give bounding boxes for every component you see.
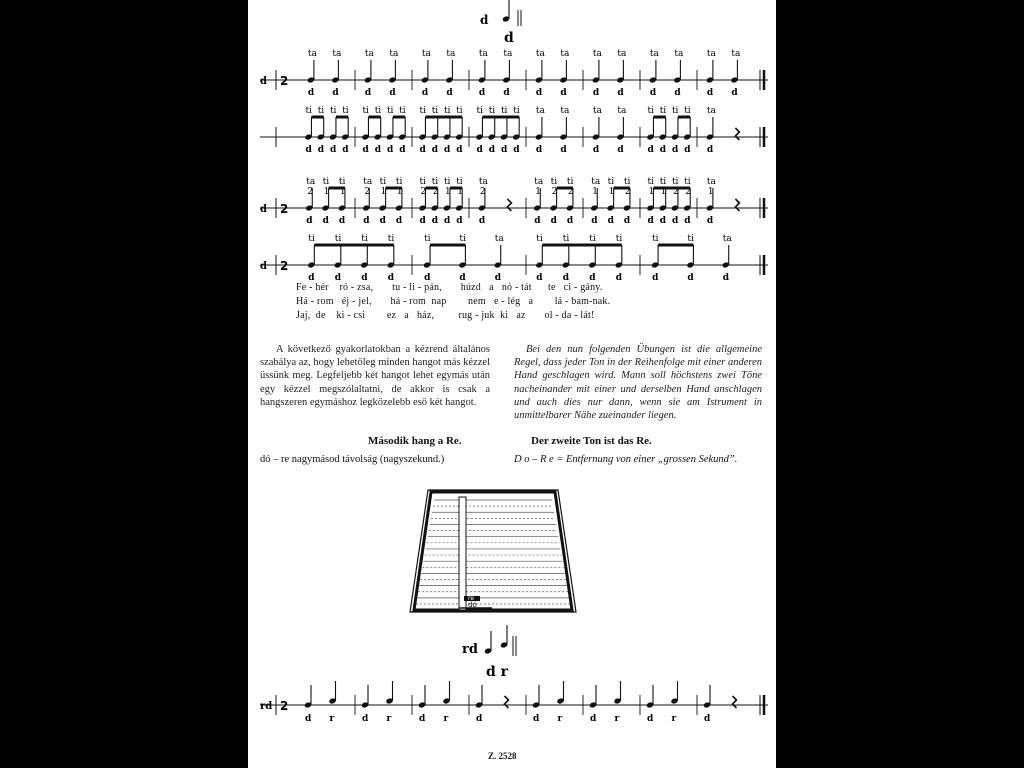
note-1-6-3-solfa: d [684, 145, 691, 155]
note-3-3-2-solfa: d [722, 273, 730, 283]
note-1-6-2-solfa: d [671, 145, 679, 155]
note-2-7-0-solfa: d [706, 216, 714, 226]
note5-1-0-solfa: d [362, 714, 369, 724]
note-0-3-0-rhythm: ta [478, 49, 488, 59]
note-2-2-2-rhythm: ti [443, 177, 451, 187]
note-0-7-1-rhythm: ta [731, 49, 741, 59]
note-3-3-1-solfa: d [687, 273, 694, 283]
note-0-7-1-solfa: d [731, 88, 738, 98]
note-2-6-3-rhythm: ti [684, 177, 691, 187]
note-2-1-2-finger: 1 [396, 187, 403, 197]
note-2-6-2-solfa: d [671, 216, 679, 226]
note-1-3-3-rhythm: ti [513, 106, 520, 116]
note-2-4-0-rhythm: ta [534, 177, 544, 187]
note5-6-0-solfa: d [647, 714, 654, 724]
note-0-0-0-rhythm: ta [307, 49, 317, 59]
note-1-6-0-rhythm: ti [647, 106, 654, 116]
note-2-5-0-solfa: d [591, 216, 598, 226]
note-3-3-0-solfa: d [652, 273, 659, 283]
re-label-dr: d r [486, 664, 509, 680]
instrument-body [410, 490, 576, 612]
note-3-0-1-solfa: d [334, 273, 342, 283]
note-2-2-3-finger: 1 [457, 187, 463, 197]
note-1-2-0-solfa: d [419, 145, 426, 155]
note-2-4-2-solfa: d [566, 216, 574, 226]
plate-number: Z. 2528 [488, 751, 517, 761]
re-label: re [468, 595, 475, 602]
note-0-6-0-solfa: d [649, 88, 657, 98]
note-0-2-0-rhythm: ta [421, 49, 431, 59]
score-page [248, 0, 776, 768]
note-2-6-3-finger: 2 [685, 187, 691, 197]
note-2-0-1-rhythm: ti [322, 177, 330, 187]
note-2-3-0-rhythm: ta [478, 177, 488, 187]
note-2-6-2-finger: 2 [672, 187, 679, 197]
note-2-1-2-solfa: d [395, 216, 403, 226]
instrument-bridge [459, 497, 466, 610]
re-clef: rd [462, 642, 478, 657]
rest-2-7 [735, 199, 739, 211]
note-2-1-1-rhythm: ti [379, 177, 387, 187]
note-3-1-1-rhythm: ti [459, 234, 466, 244]
note-1-5-0-rhythm: ta [592, 106, 602, 116]
note-1-1-2-solfa: d [386, 145, 394, 155]
note-3-2-3-solfa: d [615, 273, 623, 283]
note5-2-0-solfa: d [419, 714, 426, 724]
time-1: 2 [280, 74, 289, 88]
note-0-0-0-solfa: d [307, 88, 315, 98]
note-3-0-3-solfa: d [387, 273, 395, 283]
note-0-5-0-rhythm: ta [592, 49, 602, 59]
note-0-2-0-solfa: d [421, 88, 429, 98]
rest-1-7 [735, 128, 739, 140]
note-1-3-0-rhythm: ti [476, 106, 483, 116]
heading-hungarian: Második hang a Re. [368, 435, 462, 447]
note-1-3-2-solfa: d [500, 145, 508, 155]
note-3-2-2-solfa: d [589, 273, 596, 283]
note-1-3-0-solfa: d [476, 145, 483, 155]
note-2-5-0-rhythm: ta [591, 177, 601, 187]
note-0-5-1-rhythm: ta [617, 49, 627, 59]
note-2-6-0-rhythm: ti [647, 177, 654, 187]
interval-hungarian: dó – re nagymásod távolság (nagyszekund.) [260, 454, 445, 465]
note-0-3-0-solfa: d [478, 88, 486, 98]
note-1-4-0-rhythm: ta [535, 106, 545, 116]
note-1-1-1-solfa: d [374, 145, 381, 155]
note-2-1-1-solfa: d [379, 216, 386, 226]
note-2-0-1-finger: 1 [323, 187, 330, 197]
note-2-2-0-solfa: d [419, 216, 426, 226]
note-2-4-0-finger: 1 [535, 187, 542, 197]
note-2-5-1-solfa: d [607, 216, 614, 226]
note-3-2-3-rhythm: ti [615, 234, 623, 244]
note-1-0-2-solfa: d [329, 145, 337, 155]
note-0-7-0-solfa: d [706, 88, 714, 98]
note-1-6-1-rhythm: ti [659, 106, 667, 116]
note-1-1-0-solfa: d [362, 145, 369, 155]
note-0-1-0-solfa: d [364, 88, 372, 98]
note-3-1-0-solfa: d [424, 273, 431, 283]
note-0-4-1-solfa: d [560, 88, 567, 98]
note-2-1-1-finger: 1 [380, 187, 387, 197]
note-2-5-0-finger: 1 [592, 187, 599, 197]
note-1-4-0-solfa: d [535, 145, 543, 155]
note-2-5-2-rhythm: ti [623, 177, 631, 187]
note-1-0-0-rhythm: ti [305, 106, 312, 116]
note-0-1-1-rhythm: ta [389, 49, 399, 59]
time-3: 2 [280, 202, 289, 216]
note-3-1-2-solfa: d [494, 273, 502, 283]
note-1-1-0-rhythm: ti [362, 106, 369, 116]
rest5-3 [505, 696, 509, 708]
note-1-2-3-solfa: d [456, 145, 463, 155]
note-3-2-1-rhythm: ti [562, 234, 570, 244]
note-3-2-1-solfa: d [562, 273, 570, 283]
note-0-2-1-solfa: d [446, 88, 453, 98]
note-0-0-1-rhythm: ta [332, 49, 342, 59]
note-0-4-0-solfa: d [535, 88, 543, 98]
note-0-6-1-solfa: d [674, 88, 681, 98]
note-0-7-0-rhythm: ta [706, 49, 716, 59]
note-2-2-1-finger: 2 [432, 187, 439, 197]
note-2-2-0-finger: 2 [420, 187, 427, 197]
note-1-1-2-rhythm: ti [386, 106, 394, 116]
note-1-1-3-solfa: d [399, 145, 406, 155]
note-3-0-2-rhythm: ti [361, 234, 368, 244]
note-1-0-0-solfa: d [305, 145, 312, 155]
note-3-3-0-rhythm: ti [652, 234, 659, 244]
note-0-6-0-rhythm: ta [649, 49, 659, 59]
note-2-3-0-finger: 2 [479, 187, 486, 197]
note-1-2-2-rhythm: ti [443, 106, 451, 116]
note-0-3-1-rhythm: ta [503, 49, 513, 59]
clef-4: d [260, 261, 267, 272]
text-german: Bei den nun folgenden Übungen ist die allgemeine Regel, dass jeder Ton in der Reihenfolge mit einer anderen Hand geschlagen wird. Mann soll höchstens zwei Töne nacheinander mit einer und derselben Hand anschlagen und auch dies nur dann, wenn sie am Istrument in unmittelbarer Nähe zueinander liegen. [514, 344, 762, 422]
rest-2-3 [507, 199, 511, 211]
note-3-3-1-rhythm: ti [687, 234, 694, 244]
note-2-2-0-rhythm: ti [419, 177, 426, 187]
note-3-0-2-solfa: d [361, 273, 368, 283]
note-1-1-3-rhythm: ti [399, 106, 406, 116]
note-3-2-2-rhythm: ti [589, 234, 596, 244]
note-0-0-1-solfa: d [332, 88, 339, 98]
lyrics-line-1: Fe - hér ró - zsa, tu - li - pán, húzd a nó - tát te ci - gány. [296, 282, 603, 293]
rest5-7 [733, 696, 737, 708]
note5-5-0-solfa: d [590, 714, 597, 724]
note-2-5-1-rhythm: ti [607, 177, 615, 187]
note5-4-0-solfa: d [533, 714, 540, 724]
note-3-0-0-solfa: d [308, 273, 315, 283]
note-2-4-1-rhythm: ti [550, 177, 558, 187]
note-1-0-2-rhythm: ti [329, 106, 337, 116]
note-1-6-1-solfa: d [659, 145, 666, 155]
note-1-5-1-solfa: d [617, 145, 624, 155]
note-2-6-1-solfa: d [659, 216, 666, 226]
note-1-6-0-solfa: d [647, 145, 654, 155]
note-2-2-1-solfa: d [431, 216, 438, 226]
note5-6-1-solfa: r [671, 714, 677, 724]
note-1-0-3-rhythm: ti [342, 106, 349, 116]
instrument-frame [414, 492, 572, 610]
note-0-1-0-rhythm: ta [364, 49, 374, 59]
note-3-3-2-rhythm: ta [722, 234, 732, 244]
note-2-6-3-solfa: d [684, 216, 691, 226]
note-2-2-3-rhythm: ti [456, 177, 463, 187]
note-2-6-1-rhythm: ti [659, 177, 667, 187]
note-0-5-1-solfa: d [617, 88, 624, 98]
note-1-3-2-rhythm: ti [500, 106, 508, 116]
note-2-0-1-solfa: d [322, 216, 329, 226]
note-1-4-1-solfa: d [560, 145, 567, 155]
note-1-4-1-rhythm: ta [560, 106, 570, 116]
note5-7-0-solfa: d [704, 714, 711, 724]
clef-1: d [260, 76, 267, 87]
note5-1-1-solfa: r [386, 714, 392, 724]
intro-label: d [504, 30, 514, 46]
note-0-5-0-solfa: d [592, 88, 600, 98]
note-2-5-2-solfa: d [623, 216, 631, 226]
text-hungarian: A következő gyakorlatokban a kézrend általános szabálya az, hogy lehetőleg minden hangot más kézzel üssünk meg. Legfeljebb két hangot lehet egymás után egy kézzel megszólaltatni, de akkor is csak a hangszeren egymáshoz legközelebb eső két hangot. [260, 344, 490, 408]
note-1-0-1-rhythm: ti [317, 106, 325, 116]
note-2-0-2-solfa: d [338, 216, 346, 226]
do-label: dó [468, 601, 477, 609]
note-2-4-1-solfa: d [550, 216, 557, 226]
note-2-1-0-solfa: d [363, 216, 370, 226]
note-3-0-3-rhythm: ti [387, 234, 395, 244]
time-4: 2 [280, 259, 289, 273]
note5-3-0-solfa: d [476, 714, 483, 724]
note-3-0-0-rhythm: ti [308, 234, 315, 244]
note-3-2-0-solfa: d [536, 273, 543, 283]
note-1-3-1-solfa: d [488, 145, 495, 155]
note-1-0-3-solfa: d [342, 145, 349, 155]
note-2-0-0-solfa: d [306, 216, 313, 226]
note-2-4-0-solfa: d [534, 216, 541, 226]
note-2-3-0-solfa: d [478, 216, 486, 226]
note-1-3-1-rhythm: ti [488, 106, 496, 116]
note-2-7-0-finger: 1 [707, 187, 714, 197]
note-2-0-2-finger: 1 [339, 187, 346, 197]
note-2-2-2-finger: 1 [444, 187, 451, 197]
note-2-2-2-solfa: d [443, 216, 451, 226]
note-3-1-1-solfa: d [459, 273, 466, 283]
time-5: 2 [280, 699, 289, 713]
note-1-2-2-solfa: d [443, 145, 451, 155]
note-2-0-2-rhythm: ti [338, 177, 346, 187]
note-0-2-1-rhythm: ta [446, 49, 456, 59]
note-1-6-2-rhythm: ti [671, 106, 679, 116]
note-2-7-0-rhythm: ta [706, 177, 716, 187]
note-2-5-2-finger: 2 [624, 187, 631, 197]
note-2-6-0-finger: 1 [648, 187, 655, 197]
note-2-2-1-rhythm: ti [431, 177, 439, 187]
note5-0-0-solfa: d [305, 714, 312, 724]
clef-5: rd [260, 701, 273, 712]
note-3-2-0-rhythm: ti [536, 234, 543, 244]
note-0-4-0-rhythm: ta [535, 49, 545, 59]
lyrics-line-3: Jaj, de ki - csi ez a ház, rug - juk ki az ol - da - lát! [296, 310, 595, 321]
note5-4-1-solfa: r [557, 714, 563, 724]
note-1-2-1-solfa: d [431, 145, 438, 155]
note-2-1-0-rhythm: ta [363, 177, 373, 187]
note-2-2-3-solfa: d [456, 216, 463, 226]
note-2-1-2-rhythm: ti [395, 177, 403, 187]
note-1-2-1-rhythm: ti [431, 106, 439, 116]
note-3-1-0-rhythm: ti [424, 234, 431, 244]
note-2-1-0-finger: 2 [364, 187, 371, 197]
note-1-5-0-solfa: d [592, 145, 600, 155]
clef-3: d [260, 204, 267, 215]
note-2-4-2-finger: 2 [567, 187, 574, 197]
note-2-6-2-rhythm: ti [671, 177, 679, 187]
note-0-1-1-solfa: d [389, 88, 396, 98]
note-2-4-2-rhythm: ti [566, 177, 574, 187]
note-1-2-3-rhythm: ti [456, 106, 463, 116]
note-2-0-0-finger: 2 [307, 187, 314, 197]
note-2-0-0-rhythm: ta [306, 177, 316, 187]
note-1-2-0-rhythm: ti [419, 106, 426, 116]
note-1-7-0-solfa: d [706, 145, 714, 155]
note-3-0-1-rhythm: ti [334, 234, 342, 244]
note-0-6-1-rhythm: ta [674, 49, 684, 59]
note-1-3-3-solfa: d [513, 145, 520, 155]
note-0-4-1-rhythm: ta [560, 49, 570, 59]
note-2-5-1-finger: 1 [608, 187, 615, 197]
note-1-1-1-rhythm: ti [374, 106, 382, 116]
note-3-1-2-rhythm: ta [494, 234, 504, 244]
lyrics-line-2: Há - rom éj - jel, há - rom nap nem e - lég a lá - bam-nak. [296, 296, 611, 307]
interval-german: D o – R e = Entfernung von einer „grossen Sekund”. [514, 454, 738, 465]
note-2-6-1-finger: 1 [660, 187, 667, 197]
note5-0-1-solfa: r [329, 714, 335, 724]
intro-clef: d [480, 13, 489, 27]
note-1-6-3-rhythm: ti [684, 106, 691, 116]
note-1-0-1-solfa: d [317, 145, 324, 155]
note-2-4-1-finger: 2 [551, 187, 558, 197]
note5-5-1-solfa: r [614, 714, 620, 724]
note-1-5-1-rhythm: ta [617, 106, 627, 116]
note5-2-1-solfa: r [443, 714, 449, 724]
heading-german: Der zweite Ton ist das Re. [531, 435, 652, 447]
note-0-3-1-solfa: d [503, 88, 510, 98]
note-1-7-0-rhythm: ta [706, 106, 716, 116]
note-2-6-0-solfa: d [647, 216, 654, 226]
